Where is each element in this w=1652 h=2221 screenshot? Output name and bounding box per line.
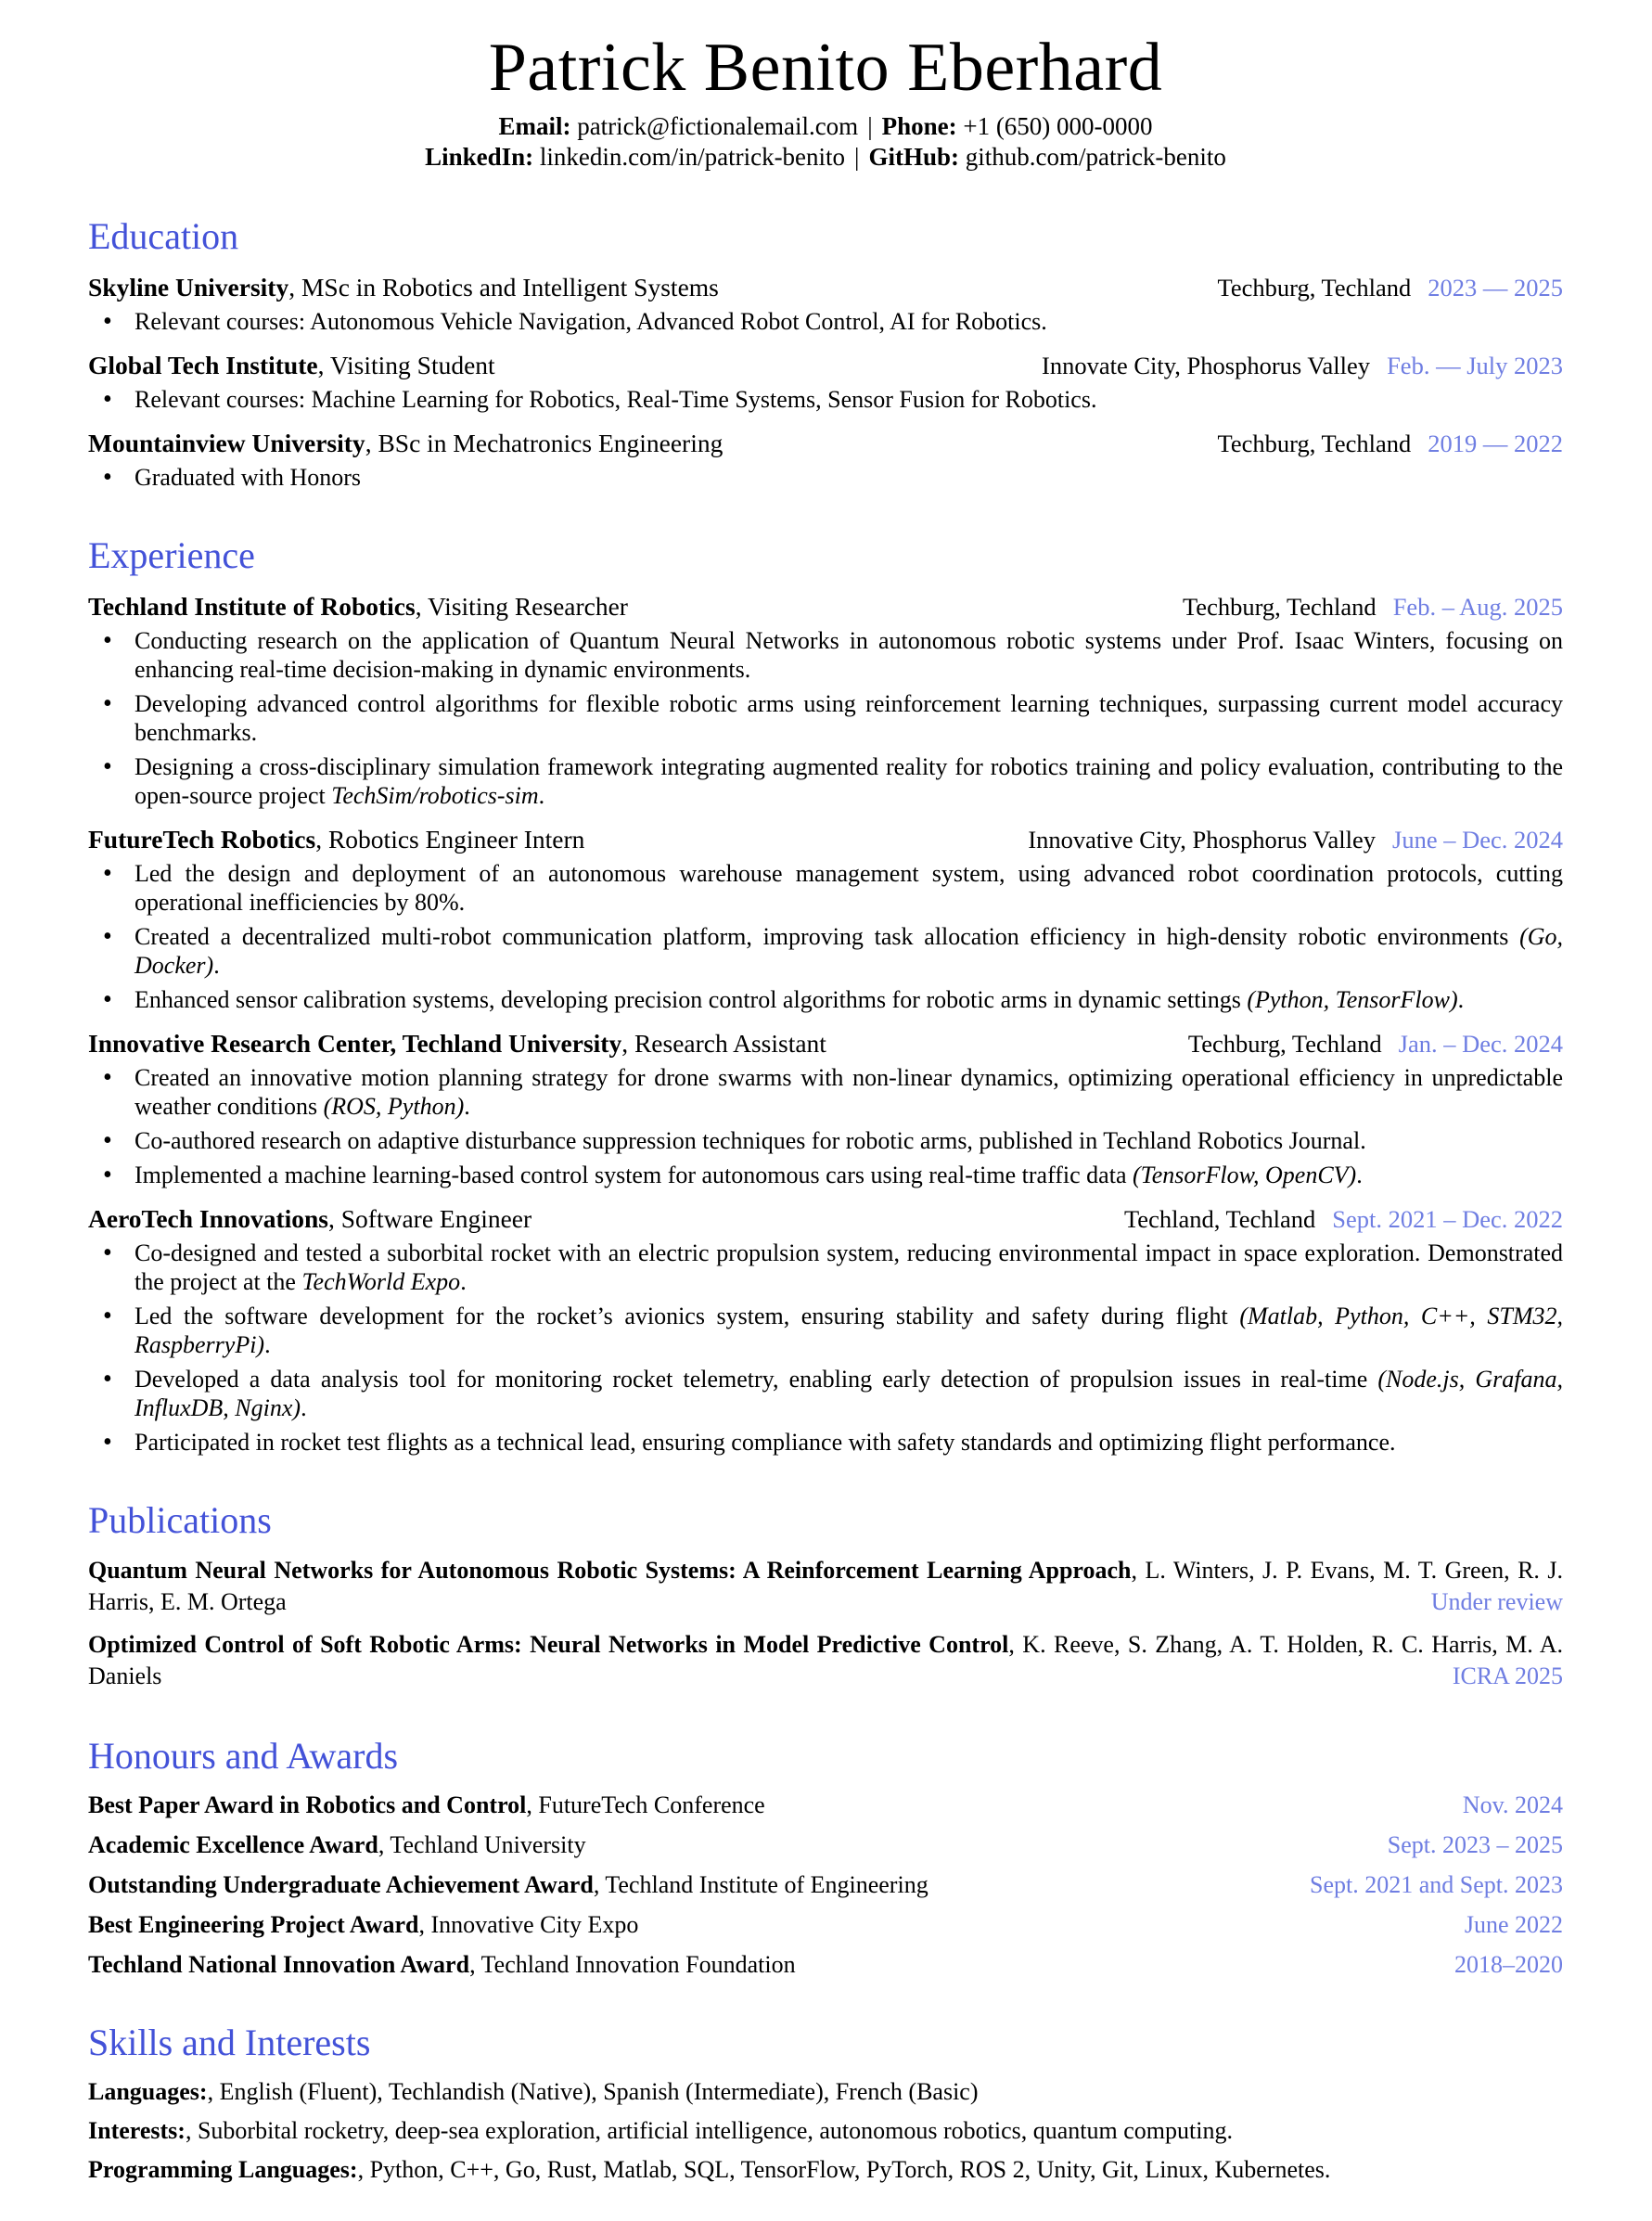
entry-title <box>88 1202 531 1235</box>
experience-entry <box>88 1027 1563 1189</box>
location-text: Techburg, Techland <box>1187 1030 1382 1058</box>
role-label: , Robotics Engineer Intern <box>315 825 585 854</box>
entry-header <box>88 427 1563 460</box>
contact-line-1 <box>88 111 1563 142</box>
phone-label: Phone: <box>881 112 957 140</box>
education-entry <box>88 427 1563 492</box>
location-text: Techburg, Techland <box>1217 430 1412 457</box>
bullet-item: • Created a decentralized multi-robot communication platform, improving task allocation efficiency in high-density robotic environments (Go, Docker). <box>88 922 1563 980</box>
experience-entries <box>88 590 1563 1457</box>
award-date: 2018–2020 <box>1454 1951 1563 1978</box>
entry-title <box>88 271 719 303</box>
publication-entries <box>88 1555 1563 1692</box>
entry-title <box>88 590 628 623</box>
skill-row <box>88 2116 1563 2145</box>
entry-meta <box>1028 824 1563 856</box>
entry-meta <box>1124 1203 1563 1236</box>
skill-row <box>88 2077 1563 2106</box>
role-label: , Software Engineer <box>328 1204 532 1233</box>
bullet-item: • Enhanced sensor calibration systems, developing precision control algorithms for robotic arms in dynamic settings (Python, TensorFlow). <box>88 985 1563 1014</box>
entry-header <box>88 1202 1563 1236</box>
bullet-item: • Conducting research on the application of Quantum Neural Networks in autonomous robotic systems under Prof. Isaac Winters, focusing on enhancing real-time decision-making in dynamic environments. <box>88 626 1563 684</box>
person-name: Patrick Benito Eberhard <box>488 30 1163 106</box>
github-value: github.com/patrick-benito <box>965 143 1226 171</box>
award-entries <box>88 1791 1563 1979</box>
award-row <box>88 1910 1563 1939</box>
publication-entry <box>88 1629 1563 1692</box>
bullet-list <box>88 1239 1563 1457</box>
award-organization: , Techland Institute of Engineering <box>593 1871 928 1898</box>
organization-name: FutureTech Robotics <box>88 825 316 854</box>
bullet-item: • Participated in rocket test flights as a technical lead, ensuring compliance with safety standards and optimizing flight performance. <box>88 1428 1563 1457</box>
date-range: 2019 — 2022 <box>1428 430 1563 457</box>
date-range: Feb. — July 2023 <box>1387 352 1563 379</box>
entry-meta <box>1188 1028 1563 1060</box>
organization-name: Mountainview University <box>88 429 365 457</box>
entry-header <box>88 590 1563 623</box>
award-title <box>88 1791 765 1819</box>
award-row <box>88 1791 1563 1819</box>
location-text: Techburg, Techland <box>1182 593 1377 621</box>
organization-name: Techland Institute of Robotics <box>88 592 416 621</box>
award-date: Sept. 2023 – 2025 <box>1387 1831 1563 1858</box>
bullet-item: • Designing a cross-disciplinary simulation framework integrating augmented reality for robotics training and policy evaluation, contributing to the open-source project TechSim/robotics-sim. <box>88 752 1563 810</box>
bullet-item: • Developed a data analysis tool for monitoring rocket telemetry, enabling early detection of propulsion issues in real-time (Node.js, Grafana, InfluxDB, Nginx). <box>88 1365 1563 1422</box>
section-skills <box>88 2022 1563 2184</box>
email-field <box>498 112 858 140</box>
location-text: Innovative City, Phosphorus Valley <box>1028 826 1376 854</box>
award-row <box>88 1870 1563 1899</box>
bullet-list <box>88 463 1563 492</box>
role-label: , MSc in Robotics and Intelligent Systems <box>288 273 719 302</box>
section-title-education: Education <box>88 215 239 257</box>
section-title-publications: Publications <box>88 1499 272 1541</box>
email-value: patrick@fictionalemail.com <box>577 112 859 140</box>
entry-title <box>88 349 495 381</box>
date-range: 2023 — 2025 <box>1428 274 1563 302</box>
award-date: June 2022 <box>1464 1911 1563 1938</box>
section-awards <box>88 1735 1563 1979</box>
role-label: , Visiting Student <box>317 351 495 379</box>
award-organization: , Techland University <box>378 1831 586 1858</box>
bullet-item: • Co-designed and tested a suborbital rocket with an electric propulsion system, reducing environmental impact in space exploration. Demonstrated the project at the TechWorld Expo. <box>88 1239 1563 1296</box>
section-title-skills: Skills and Interests <box>88 2022 371 2063</box>
entry-header <box>88 271 1563 304</box>
role-label: , Research Assistant <box>621 1029 826 1058</box>
bullet-item: • Relevant courses: Machine Learning for Robotics, Real-Time Systems, Sensor Fusion for Robotics. <box>88 385 1563 414</box>
section-education <box>88 215 1563 492</box>
award-title <box>88 1950 796 1979</box>
education-entries <box>88 271 1563 492</box>
contact-separator: | <box>854 143 860 171</box>
entry-header <box>88 823 1563 856</box>
bullet-item: • Led the software development for the rocket’s avionics system, ensuring stability and safety during flight (Matlab, Python, C++, STM32, RaspberryPi). <box>88 1302 1563 1359</box>
linkedin-label: LinkedIn: <box>425 143 534 171</box>
bullet-item: • Developing advanced control algorithms for flexible robotic arms using reinforcement learning techniques, surpassing current model accuracy benchmarks. <box>88 689 1563 747</box>
experience-entry <box>88 1202 1563 1457</box>
award-row <box>88 1950 1563 1979</box>
skill-entries <box>88 2077 1563 2184</box>
award-organization: , Innovative City Expo <box>418 1911 639 1938</box>
entry-meta <box>1042 350 1563 382</box>
date-range: Sept. 2021 – Dec. 2022 <box>1332 1205 1563 1233</box>
phone-value: +1 (650) 000-0000 <box>963 112 1153 140</box>
bullet-item: • Relevant courses: Autonomous Vehicle Navigation, Advanced Robot Control, AI for Robotics. <box>88 307 1563 336</box>
bullet-list <box>88 385 1563 414</box>
date-range: Feb. – Aug. 2025 <box>1392 593 1563 621</box>
entry-title <box>88 427 723 459</box>
education-entry <box>88 349 1563 414</box>
entry-title <box>88 1027 826 1059</box>
bullet-item: • Implemented a machine learning-based control system for autonomous cars using real-time traffic data (TensorFlow, OpenCV). <box>88 1161 1563 1189</box>
award-date: Sept. 2021 and Sept. 2023 <box>1310 1871 1563 1898</box>
linkedin-field <box>425 143 845 171</box>
role-label: , BSc in Mechatronics Engineering <box>365 429 724 457</box>
award-title <box>88 1870 928 1899</box>
location-text: Innovate City, Phosphorus Valley <box>1042 352 1371 379</box>
publication-authors: , K. Reeve, S. Zhang, A. T. Holden, R. C. Harris, M. A. Daniels <box>88 1631 1563 1689</box>
entry-meta <box>1183 591 1563 623</box>
bullet-list <box>88 307 1563 336</box>
date-range: Jan. – Dec. 2024 <box>1398 1030 1563 1058</box>
location-text: Techburg, Techland <box>1217 274 1412 302</box>
award-name: Academic Excellence Award <box>88 1831 378 1858</box>
section-experience <box>88 534 1563 1457</box>
bullet-list <box>88 859 1563 1014</box>
publication-status: ICRA 2025 <box>1452 1663 1563 1689</box>
role-label: , Visiting Researcher <box>415 592 628 621</box>
bullet-item: • Co-authored research on adaptive disturbance suppression techniques for robotic arms, published in Techland Robotics Journal. <box>88 1126 1563 1155</box>
section-title-experience: Experience <box>88 534 255 576</box>
award-organization: , FutureTech Conference <box>526 1791 765 1818</box>
award-row <box>88 1830 1563 1859</box>
email-label: Email: <box>498 112 571 140</box>
bullet-item: • Led the design and deployment of an autonomous warehouse management system, using advanced robot coordination protocols, cutting operational inefficiencies by 80%. <box>88 859 1563 917</box>
publication-entry <box>88 1555 1563 1618</box>
entry-meta <box>1218 428 1563 460</box>
skill-label: Programming Languages: <box>88 2156 358 2183</box>
publication-title: Quantum Neural Networks for Autonomous Robotic Systems: A Reinforcement Learning Approach <box>88 1557 1132 1584</box>
skill-text: , Python, C++, Go, Rust, Matlab, SQL, TensorFlow, PyTorch, ROS 2, Unity, Git, Linux, Kubernetes. <box>357 2156 1331 2183</box>
github-label: GitHub: <box>868 143 959 171</box>
organization-name: Innovative Research Center, Techland University <box>88 1029 622 1058</box>
organization-name: AeroTech Innovations <box>88 1204 329 1233</box>
contact-line-2 <box>88 142 1563 173</box>
bullet-list <box>88 1063 1563 1189</box>
organization-name: Skyline University <box>88 273 289 302</box>
award-organization: , Techland Innovation Foundation <box>469 1951 796 1978</box>
bullet-item: • Graduated with Honors <box>88 463 1563 492</box>
publication-authors: , L. Winters, J. P. Evans, M. T. Green, R. J. Harris, E. M. Ortega <box>88 1557 1563 1615</box>
entry-header <box>88 349 1563 382</box>
award-name: Best Paper Award in Robotics and Control <box>88 1791 527 1818</box>
section-publications <box>88 1499 1563 1692</box>
experience-entry <box>88 590 1563 810</box>
bullet-list <box>88 626 1563 810</box>
linkedin-value: linkedin.com/in/patrick-benito <box>539 143 846 171</box>
skill-row <box>88 2155 1563 2184</box>
organization-name: Global Tech Institute <box>88 351 318 379</box>
skill-label: Languages: <box>88 2078 208 2105</box>
publication-title: Optimized Control of Soft Robotic Arms: Neural Networks in Model Predictive Control <box>88 1631 1009 1658</box>
contact-separator: | <box>867 112 873 140</box>
award-title <box>88 1830 586 1859</box>
award-name: Techland National Innovation Award <box>88 1951 470 1978</box>
entry-meta <box>1218 272 1563 304</box>
location-text: Techland, Techland <box>1123 1205 1316 1233</box>
skill-label: Interests: <box>88 2117 186 2144</box>
github-field <box>868 143 1225 171</box>
entry-header <box>88 1027 1563 1060</box>
section-title-awards: Honours and Awards <box>88 1735 399 1777</box>
publication-status: Under review <box>1430 1588 1563 1615</box>
entry-title <box>88 823 584 855</box>
bullet-item: • Created an innovative motion planning strategy for drone swarms with non-linear dynamics, optimizing operational efficiency in unpredictable weather conditions (ROS, Python). <box>88 1063 1563 1121</box>
skill-text: , English (Fluent), Techlandish (Native), Spanish (Intermediate), French (Basic) <box>207 2078 979 2105</box>
award-date: Nov. 2024 <box>1462 1791 1563 1818</box>
award-name: Outstanding Undergraduate Achievement Award <box>88 1871 594 1898</box>
experience-entry <box>88 823 1563 1014</box>
skill-text: , Suborbital rocketry, deep-sea exploration, artificial intelligence, autonomous robotics, quantum computing. <box>185 2117 1233 2144</box>
education-entry <box>88 271 1563 336</box>
date-range: June – Dec. 2024 <box>1392 826 1563 854</box>
award-name: Best Engineering Project Award <box>88 1911 419 1938</box>
phone-field <box>882 112 1153 140</box>
award-title <box>88 1910 638 1939</box>
